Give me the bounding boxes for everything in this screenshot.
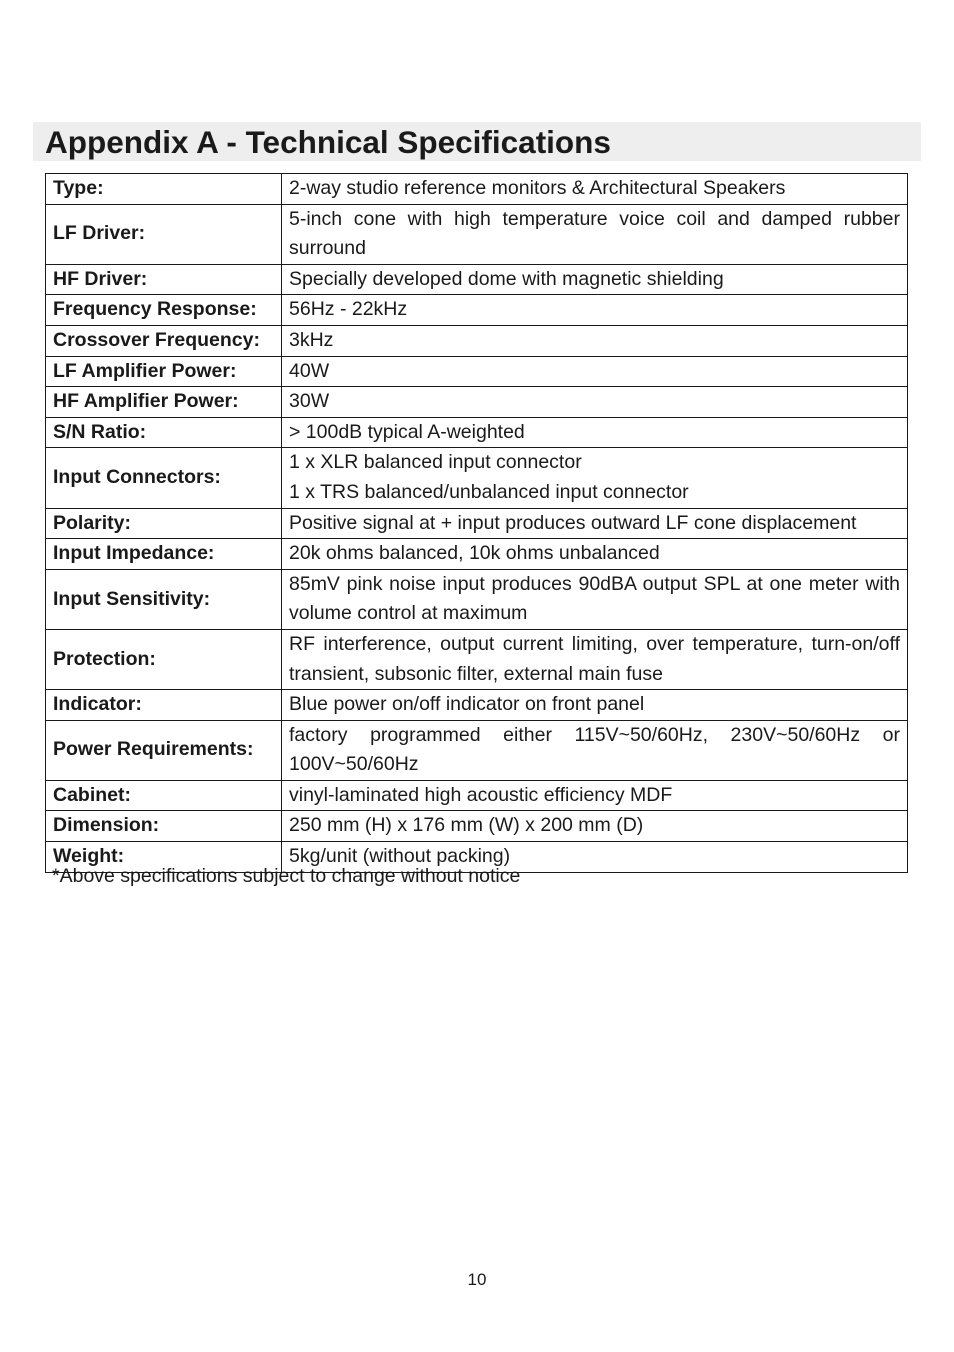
table-row	[46, 264, 908, 295]
spec-label: Type:	[46, 174, 282, 205]
spec-value: Positive signal at + input produces outward LF cone displacement	[282, 508, 908, 539]
spec-value: 20k ohms balanced, 10k ohms unbalanced	[282, 539, 908, 570]
spec-value-line: 1 x XLR balanced input connector	[289, 451, 582, 474]
table-row	[46, 448, 908, 508]
table-row	[46, 356, 908, 387]
spec-label: Cabinet:	[46, 780, 282, 811]
spec-value: 85mV pink noise input produces 90dBA output SPL at one meter with volume control at maximum	[282, 569, 908, 629]
heading-bar	[33, 122, 921, 161]
page-title: Appendix A - Technical Specifications	[45, 124, 611, 160]
spec-value: 5kg/unit (without packing)	[282, 842, 908, 873]
spec-value: RF interference, output current limiting, over temperature, turn-on/off transient, subsonic filter, external main fuse	[282, 629, 908, 689]
spec-value: Blue power on/off indicator on front panel	[282, 690, 908, 721]
spec-label: Input Sensitivity:	[46, 569, 282, 629]
spec-label: Dimension:	[46, 811, 282, 842]
spec-label: Indicator:	[46, 690, 282, 721]
spec-value: factory programmed either 115V~50/60Hz, 230V~50/60Hz or 100V~50/60Hz	[282, 720, 908, 780]
table-row	[46, 387, 908, 418]
table-row	[46, 629, 908, 689]
table-row	[46, 295, 908, 326]
spec-label: Frequency Response:	[46, 295, 282, 326]
spec-value: > 100dB typical A-weighted	[282, 417, 908, 448]
footnote: *Above specifications subject to change without notice	[52, 865, 521, 887]
table-row	[46, 690, 908, 721]
spec-label: HF Driver:	[46, 264, 282, 295]
spec-label: Input Impedance:	[46, 539, 282, 570]
spec-label: Crossover Frequency:	[46, 325, 282, 356]
spec-label: Weight:	[46, 842, 282, 873]
spec-label: Power Requirements:	[46, 720, 282, 780]
spec-label: Input Connectors:	[46, 448, 282, 508]
table-row	[46, 508, 908, 539]
spec-value: 40W	[282, 356, 908, 387]
table-row	[46, 174, 908, 205]
table-row	[46, 539, 908, 570]
spec-value: 3kHz	[282, 325, 908, 356]
table-row	[46, 569, 908, 629]
table-row	[46, 811, 908, 842]
spec-value: Specially developed dome with magnetic shielding	[282, 264, 908, 295]
table-row	[46, 325, 908, 356]
spec-label: LF Amplifier Power:	[46, 356, 282, 387]
spec-value: 250 mm (H) x 176 mm (W) x 200 mm (D)	[282, 811, 908, 842]
table-row	[46, 417, 908, 448]
spec-label: Polarity:	[46, 508, 282, 539]
spec-label: LF Driver:	[46, 204, 282, 264]
page-number: 10	[467, 1270, 487, 1289]
spec-value: 5-inch cone with high temperature voice coil and damped rubber surround	[282, 204, 908, 264]
specifications-table	[45, 173, 908, 873]
spec-value: 56Hz - 22kHz	[282, 295, 908, 326]
spec-value	[282, 448, 908, 508]
spec-label: HF Amplifier Power:	[46, 387, 282, 418]
spec-label: S/N Ratio:	[46, 417, 282, 448]
spec-value-line: 1 x TRS balanced/unbalanced input connector	[289, 480, 689, 503]
spec-value: vinyl-laminated high acoustic efficiency MDF	[282, 780, 908, 811]
table-row	[46, 780, 908, 811]
spec-label: Protection:	[46, 629, 282, 689]
table-row	[46, 204, 908, 264]
spec-value: 2-way studio reference monitors & Architectural Speakers	[282, 174, 908, 205]
table-row	[46, 720, 908, 780]
spec-value: 30W	[282, 387, 908, 418]
